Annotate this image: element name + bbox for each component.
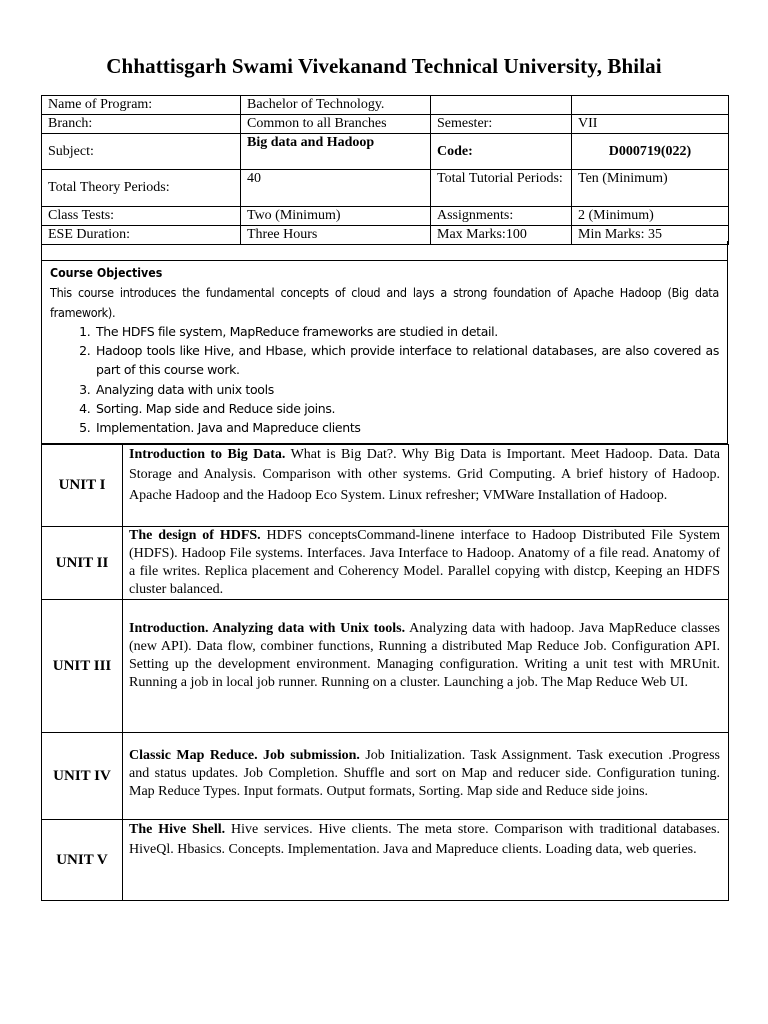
unit-content	[123, 733, 729, 820]
info-row-branch	[42, 115, 729, 134]
course-objectives	[41, 261, 728, 444]
unit-text: Job Initialization. Task Assignment. Task execution .Progress and status updates. Job Completion. Shuffle and sort on Map and reducer side. Configuration tuning. Map Reduce Types. Input formats. Output formats, Sorting. Map side and Reduce side joins.	[129, 748, 720, 799]
unit-text: Hive services. Hive clients. The meta store. Comparison with traditional databases. HiveQl. Hbasics. Concepts. Implementation. Java and Mapreduce clients. Loading data, web queries.	[129, 822, 720, 857]
semester-label: Semester:	[431, 115, 572, 134]
objective-item: 3. Analyzing data with unix tools	[94, 380, 719, 399]
branch-value: Common to all Branches	[241, 115, 431, 134]
unit-label: UNIT II	[42, 527, 123, 600]
info-row-subject	[42, 134, 729, 170]
ese-duration-label: ESE Duration:	[42, 226, 241, 245]
program-label: Name of Program:	[42, 96, 241, 115]
code-label: Code:	[431, 134, 572, 170]
unit-label: UNIT V	[42, 820, 123, 901]
assignments-label: Assignments:	[431, 207, 572, 226]
unit-label: UNIT IV	[42, 733, 123, 820]
tutorial-periods-value: Ten (Minimum)	[572, 170, 729, 207]
theory-periods-value: 40	[241, 170, 431, 207]
unit-label: UNIT I	[42, 445, 123, 527]
min-marks: Min Marks: 35	[572, 226, 729, 245]
objectives-list	[50, 322, 719, 438]
unit-row	[42, 733, 729, 820]
class-tests-value: Two (Minimum)	[241, 207, 431, 226]
empty-cell	[431, 96, 572, 115]
unit-text: What is Big Dat?. Why Big Data is Important. Meet Hadoop. Data. Data Storage and Analysis. Comparison with other systems. Grid Computing. A brief history of Hadoop. Apache Hadoop and the Hadoop Eco System. Linux refresher; VMWare Installation of Hadoop.	[129, 447, 720, 503]
university-title: Chhattisgarh Swami Vivekanand Technical University, Bhilai	[106, 54, 662, 78]
branch-label: Branch:	[42, 115, 241, 134]
objectives-heading: Course Objectives	[50, 266, 163, 280]
unit-row	[42, 527, 729, 600]
spacer-row	[41, 241, 728, 261]
ese-duration-value: Three Hours	[241, 226, 431, 245]
unit-content	[123, 820, 729, 901]
objective-item: 1. The HDFS file system, MapReduce frameworks are studied in detail.	[94, 322, 719, 341]
class-tests-label: Class Tests:	[42, 207, 241, 226]
unit-row	[42, 820, 729, 901]
objectives-intro: This course introduces the fundamental concepts of cloud and lays a strong foundation of Apache Hadoop (Big data framework).	[50, 285, 719, 320]
unit-text: HDFS conceptsCommand-linene interface to Hadoop Distributed File System (HDFS). Hadoop File systems. Interfaces. Java Interface to Hadoop. Anatomy of a file read. Anatomy of a file writes. Replica placement and Coherency Model. Parallel copying with distcp, Keeping an HDFS cluster balanced.	[129, 528, 720, 597]
semester-value: VII	[572, 115, 729, 134]
objective-item: 4. Sorting. Map side and Reduce side joins.	[94, 399, 719, 418]
subject-label: Subject:	[42, 134, 241, 170]
unit-content	[123, 445, 729, 527]
assignments-value: 2 (Minimum)	[572, 207, 729, 226]
info-row-tests	[42, 207, 729, 226]
unit-row	[42, 600, 729, 733]
objective-item: 5. Implementation. Java and Mapreduce clients	[94, 418, 719, 437]
theory-periods-label: Total Theory Periods:	[42, 170, 241, 207]
unit-content	[123, 527, 729, 600]
tutorial-periods-label: Total Tutorial Periods:	[431, 170, 572, 207]
code-value: D000719(022)	[572, 134, 729, 170]
unit-lead: The Hive Shell.	[129, 822, 226, 837]
unit-lead: Introduction to Big Data.	[129, 447, 286, 462]
unit-lead: Classic Map Reduce. Job submission.	[129, 748, 360, 763]
max-marks: Max Marks:100	[431, 226, 572, 245]
info-row-program	[42, 96, 729, 115]
unit-row	[42, 445, 729, 527]
objective-item: 2. Hadoop tools like Hive, and Hbase, which provide interface to relational databases, are also covered as part of this course work.	[94, 341, 719, 380]
unit-lead: The design of HDFS.	[129, 528, 261, 543]
course-info-table	[41, 95, 729, 245]
program-value: Bachelor of Technology.	[241, 96, 431, 115]
unit-text: Analyzing data with hadoop. Java MapReduce classes (new API). Data flow, combiner functions, Running a distributed Map Reduce Job. Configuration API. Setting up the development environment. Managing configuration. Writing a unit test with MRUnit. Running a job in local job runner. Running on a cluster. Launching a job. The Map Reduce Web UI.	[129, 621, 720, 690]
units-table	[41, 444, 729, 901]
subject-value: Big data and Hadoop	[241, 134, 431, 170]
unit-lead: Introduction. Analyzing data with Unix tools.	[129, 621, 406, 636]
unit-content	[123, 600, 729, 733]
info-row-periods	[42, 170, 729, 207]
unit-label: UNIT III	[42, 600, 123, 733]
empty-cell	[572, 96, 729, 115]
